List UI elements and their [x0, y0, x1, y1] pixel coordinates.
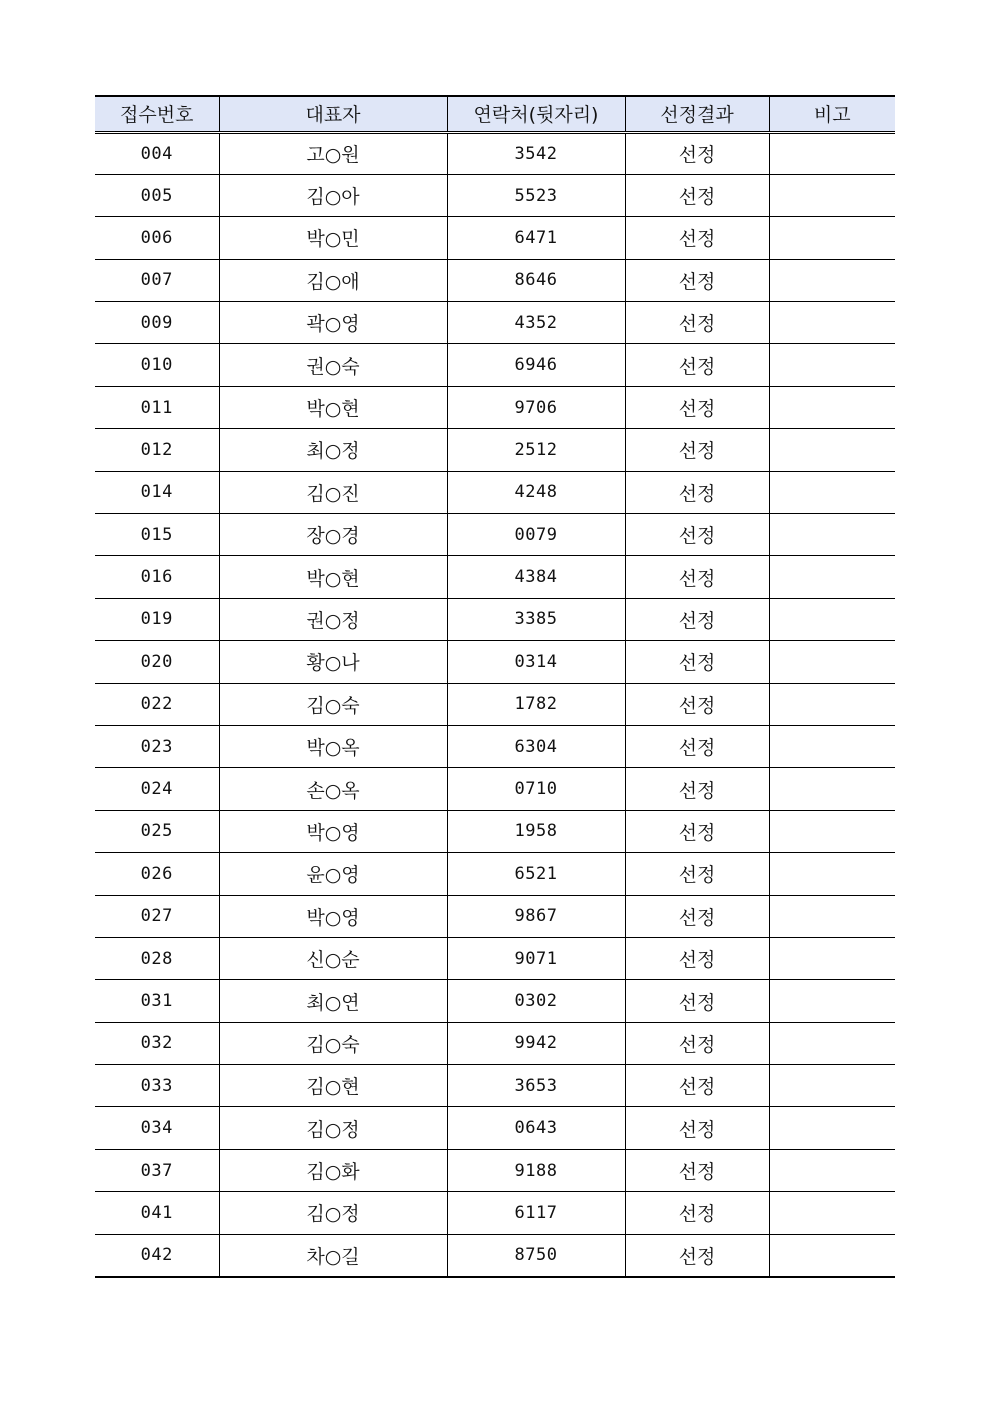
receipt-number-cell: 037 — [95, 1149, 219, 1191]
selection-result-cell: 선정 — [625, 1065, 769, 1107]
header-representative: 대표자 — [219, 96, 447, 132]
remarks-cell — [769, 641, 895, 683]
selection-result-cell: 선정 — [625, 302, 769, 344]
selection-result-cell: 선정 — [625, 556, 769, 598]
selection-result-cell: 선정 — [625, 132, 769, 174]
receipt-number-cell: 023 — [95, 725, 219, 767]
receipt-number-cell: 020 — [95, 641, 219, 683]
remarks-cell — [769, 344, 895, 386]
remarks-cell — [769, 132, 895, 174]
receipt-number-cell: 014 — [95, 471, 219, 513]
remarks-cell — [769, 1149, 895, 1191]
remarks-cell — [769, 598, 895, 640]
remarks-cell — [769, 259, 895, 301]
contact-digits-cell: 1782 — [447, 683, 625, 725]
table-row — [95, 386, 895, 428]
representative-cell: 김○현 — [219, 1065, 447, 1107]
table-row — [95, 471, 895, 513]
remarks-cell — [769, 302, 895, 344]
receipt-number-cell: 028 — [95, 937, 219, 979]
contact-digits-cell: 0314 — [447, 641, 625, 683]
representative-cell: 김○애 — [219, 259, 447, 301]
remarks-cell — [769, 429, 895, 471]
receipt-number-cell: 009 — [95, 302, 219, 344]
selection-result-cell: 선정 — [625, 259, 769, 301]
representative-cell: 박○영 — [219, 895, 447, 937]
receipt-number-cell: 042 — [95, 1234, 219, 1276]
selection-result-cell: 선정 — [625, 1234, 769, 1276]
table-row — [95, 683, 895, 725]
remarks-cell — [769, 1065, 895, 1107]
table-row — [95, 895, 895, 937]
representative-cell: 박○현 — [219, 386, 447, 428]
selection-result-cell: 선정 — [625, 217, 769, 259]
table-row — [95, 1107, 895, 1149]
selection-result-cell: 선정 — [625, 641, 769, 683]
contact-digits-cell: 3653 — [447, 1065, 625, 1107]
remarks-cell — [769, 725, 895, 767]
representative-cell: 김○정 — [219, 1107, 447, 1149]
table-row — [95, 556, 895, 598]
selection-result-cell: 선정 — [625, 429, 769, 471]
table-row — [95, 1065, 895, 1107]
contact-digits-cell: 6304 — [447, 725, 625, 767]
representative-cell: 고○원 — [219, 132, 447, 174]
selection-result-cell: 선정 — [625, 768, 769, 810]
selection-result-cell: 선정 — [625, 598, 769, 640]
contact-digits-cell: 4384 — [447, 556, 625, 598]
remarks-cell — [769, 386, 895, 428]
receipt-number-cell: 006 — [95, 217, 219, 259]
remarks-cell — [769, 1022, 895, 1064]
representative-cell: 최○정 — [219, 429, 447, 471]
selection-result-cell: 선정 — [625, 174, 769, 216]
receipt-number-cell: 011 — [95, 386, 219, 428]
representative-cell: 김○숙 — [219, 683, 447, 725]
contact-digits-cell: 1958 — [447, 810, 625, 852]
selection-result-cell: 선정 — [625, 937, 769, 979]
receipt-number-cell: 034 — [95, 1107, 219, 1149]
receipt-number-cell: 024 — [95, 768, 219, 810]
representative-cell: 박○옥 — [219, 725, 447, 767]
table-row — [95, 259, 895, 301]
selection-result-cell: 선정 — [625, 895, 769, 937]
selection-result-cell: 선정 — [625, 471, 769, 513]
receipt-number-cell: 033 — [95, 1065, 219, 1107]
table-row — [95, 853, 895, 895]
remarks-cell — [769, 556, 895, 598]
receipt-number-cell: 019 — [95, 598, 219, 640]
receipt-number-cell: 026 — [95, 853, 219, 895]
contact-digits-cell: 6471 — [447, 217, 625, 259]
remarks-cell — [769, 683, 895, 725]
contact-digits-cell: 9706 — [447, 386, 625, 428]
contact-digits-cell: 0079 — [447, 514, 625, 556]
contact-digits-cell: 0643 — [447, 1107, 625, 1149]
selection-result-cell: 선정 — [625, 1022, 769, 1064]
table-row — [95, 302, 895, 344]
contact-digits-cell: 0710 — [447, 768, 625, 810]
remarks-cell — [769, 471, 895, 513]
contact-digits-cell: 4248 — [447, 471, 625, 513]
contact-digits-cell: 9867 — [447, 895, 625, 937]
receipt-number-cell: 015 — [95, 514, 219, 556]
table-row — [95, 429, 895, 471]
contact-digits-cell: 6946 — [447, 344, 625, 386]
receipt-number-cell: 007 — [95, 259, 219, 301]
table-row — [95, 1234, 895, 1276]
header-remarks: 비고 — [769, 96, 895, 132]
table-row — [95, 937, 895, 979]
representative-cell: 최○연 — [219, 980, 447, 1022]
table-row — [95, 344, 895, 386]
remarks-cell — [769, 1192, 895, 1234]
table-header — [95, 96, 895, 132]
contact-digits-cell: 6521 — [447, 853, 625, 895]
representative-cell: 윤○영 — [219, 853, 447, 895]
selection-result-cell: 선정 — [625, 683, 769, 725]
table-row — [95, 132, 895, 174]
table-row — [95, 810, 895, 852]
table-row — [95, 514, 895, 556]
contact-digits-cell: 2512 — [447, 429, 625, 471]
header-selection-result: 선정결과 — [625, 96, 769, 132]
table-row — [95, 217, 895, 259]
remarks-cell — [769, 217, 895, 259]
receipt-number-cell: 016 — [95, 556, 219, 598]
selection-result-cell: 선정 — [625, 344, 769, 386]
contact-digits-cell: 3542 — [447, 132, 625, 174]
table-row — [95, 768, 895, 810]
representative-cell: 박○현 — [219, 556, 447, 598]
header-row — [95, 96, 895, 132]
receipt-number-cell: 005 — [95, 174, 219, 216]
remarks-cell — [769, 174, 895, 216]
contact-digits-cell: 0302 — [447, 980, 625, 1022]
remarks-cell — [769, 853, 895, 895]
receipt-number-cell: 041 — [95, 1192, 219, 1234]
remarks-cell — [769, 895, 895, 937]
contact-digits-cell: 3385 — [447, 598, 625, 640]
representative-cell: 신○순 — [219, 937, 447, 979]
representative-cell: 황○나 — [219, 641, 447, 683]
selection-result-cell: 선정 — [625, 810, 769, 852]
receipt-number-cell: 012 — [95, 429, 219, 471]
remarks-cell — [769, 514, 895, 556]
representative-cell: 곽○영 — [219, 302, 447, 344]
contact-digits-cell: 9188 — [447, 1149, 625, 1191]
receipt-number-cell: 027 — [95, 895, 219, 937]
contact-digits-cell: 9942 — [447, 1022, 625, 1064]
representative-cell: 권○정 — [219, 598, 447, 640]
representative-cell: 김○아 — [219, 174, 447, 216]
header-contact-last-digits: 연락처(뒷자리) — [447, 96, 625, 132]
table-row — [95, 1022, 895, 1064]
table-row — [95, 980, 895, 1022]
representative-cell: 박○영 — [219, 810, 447, 852]
receipt-number-cell: 031 — [95, 980, 219, 1022]
remarks-cell — [769, 937, 895, 979]
receipt-number-cell: 010 — [95, 344, 219, 386]
table-row — [95, 174, 895, 216]
representative-cell: 박○민 — [219, 217, 447, 259]
receipt-number-cell: 022 — [95, 683, 219, 725]
representative-cell: 김○진 — [219, 471, 447, 513]
table-row — [95, 1149, 895, 1191]
receipt-number-cell: 032 — [95, 1022, 219, 1064]
remarks-cell — [769, 980, 895, 1022]
table-row — [95, 598, 895, 640]
contact-digits-cell: 6117 — [447, 1192, 625, 1234]
table-row — [95, 641, 895, 683]
contact-digits-cell: 8750 — [447, 1234, 625, 1276]
selection-result-cell: 선정 — [625, 1192, 769, 1234]
remarks-cell — [769, 810, 895, 852]
representative-cell: 김○정 — [219, 1192, 447, 1234]
table-body — [95, 132, 895, 1277]
representative-cell: 장○경 — [219, 514, 447, 556]
selection-result-cell: 선정 — [625, 725, 769, 767]
contact-digits-cell: 5523 — [447, 174, 625, 216]
selection-result-cell: 선정 — [625, 514, 769, 556]
header-receipt-number: 접수번호 — [95, 96, 219, 132]
contact-digits-cell: 8646 — [447, 259, 625, 301]
remarks-cell — [769, 768, 895, 810]
representative-cell: 김○화 — [219, 1149, 447, 1191]
selection-result-cell: 선정 — [625, 980, 769, 1022]
selection-result-cell: 선정 — [625, 1107, 769, 1149]
contact-digits-cell: 4352 — [447, 302, 625, 344]
contact-digits-cell: 9071 — [447, 937, 625, 979]
table-row — [95, 725, 895, 767]
representative-cell: 권○숙 — [219, 344, 447, 386]
selection-result-cell: 선정 — [625, 1149, 769, 1191]
selection-result-cell: 선정 — [625, 386, 769, 428]
selection-result-cell: 선정 — [625, 853, 769, 895]
receipt-number-cell: 025 — [95, 810, 219, 852]
remarks-cell — [769, 1234, 895, 1276]
representative-cell: 차○길 — [219, 1234, 447, 1276]
receipt-number-cell: 004 — [95, 132, 219, 174]
representative-cell: 김○숙 — [219, 1022, 447, 1064]
remarks-cell — [769, 1107, 895, 1149]
table-row — [95, 1192, 895, 1234]
representative-cell: 손○옥 — [219, 768, 447, 810]
selection-result-table — [95, 95, 895, 1278]
